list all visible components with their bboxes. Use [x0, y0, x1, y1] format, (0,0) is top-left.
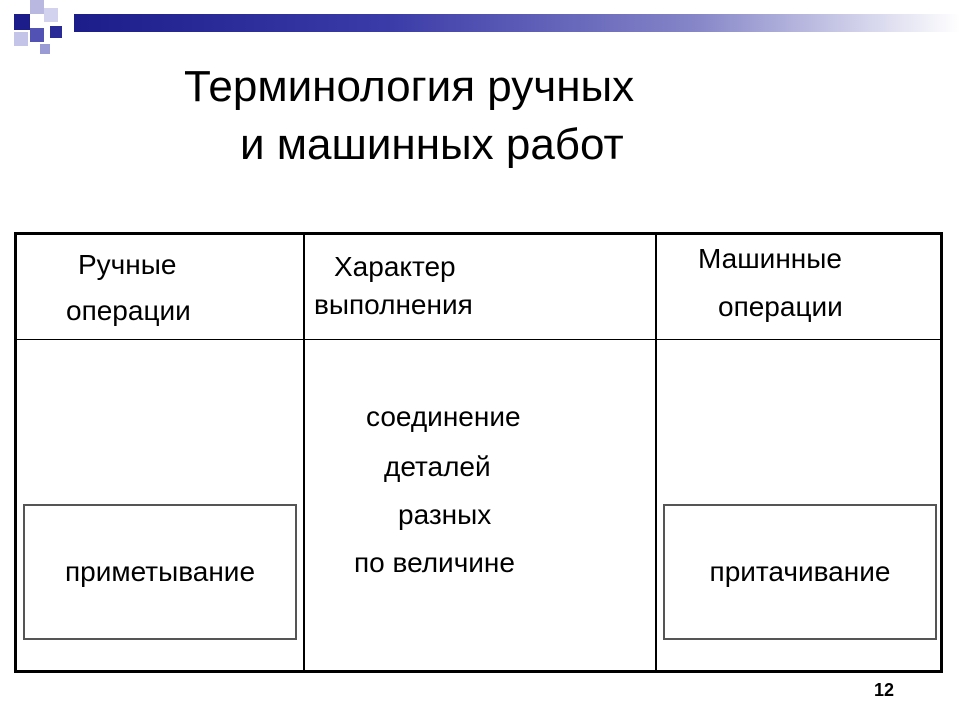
machine-term-box [663, 504, 937, 640]
deco-square-dark [50, 26, 62, 38]
description-line-3: разных [398, 499, 492, 530]
table-border-right [940, 232, 943, 673]
header-manual-line1: Ручные [78, 249, 177, 280]
header-machine-line2: операции [718, 291, 843, 322]
header-character-line1: Характер [334, 251, 456, 282]
deco-square-light [30, 0, 44, 14]
deco-square-light [14, 32, 28, 46]
header-gradient-bar [74, 14, 960, 32]
header-machine-line1: Машинные [698, 243, 842, 274]
slide-title-line1: Терминология ручных [184, 62, 635, 111]
header-character-line2: выполнения [314, 289, 473, 320]
slide-title-line2: и машинных работ [240, 120, 624, 169]
machine-term: притачивание [709, 556, 891, 587]
table-border-top [14, 232, 943, 235]
description-line-1: соединение [366, 401, 521, 432]
manual-term-box [23, 504, 297, 640]
deco-square-dark [30, 28, 44, 42]
page-number: 12 [874, 680, 895, 700]
table-row-divider [14, 339, 943, 340]
table-col-divider-1 [303, 232, 305, 673]
description-line-2: деталей [384, 451, 491, 482]
table-border-bottom [14, 670, 943, 673]
manual-term: приметывание [64, 556, 256, 587]
deco-square-dark [14, 14, 30, 30]
description-line-4: по величине [354, 547, 515, 578]
header-manual-line2: операции [66, 295, 191, 326]
table-col-divider-2 [655, 232, 657, 673]
deco-square-light [40, 44, 50, 54]
deco-square-light [44, 8, 58, 22]
table-border-left [14, 232, 17, 673]
